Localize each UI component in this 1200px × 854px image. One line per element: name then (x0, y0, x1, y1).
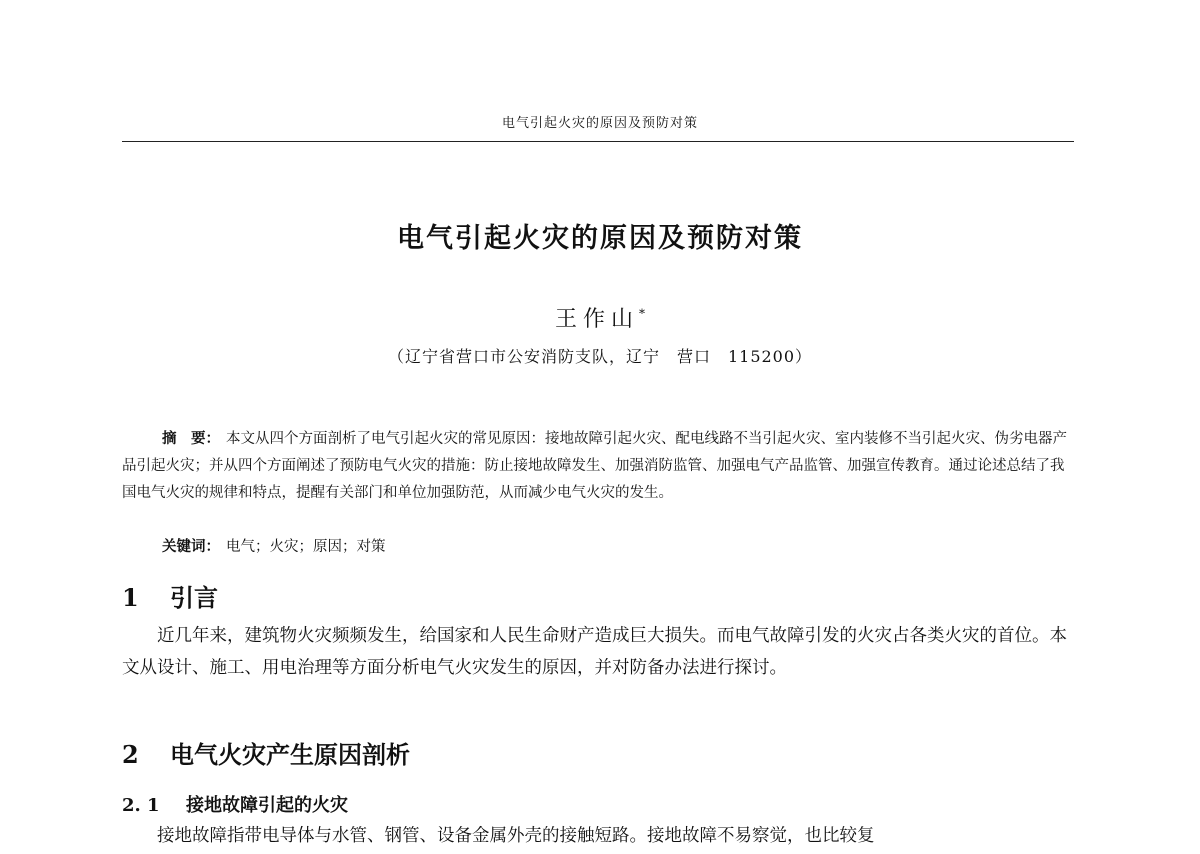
paper-title: 电气引起火灾的原因及预防对策 (397, 223, 803, 254)
keywords (122, 535, 1077, 559)
keywords-label: 关键词： (162, 538, 220, 555)
author (0, 302, 1200, 333)
section-1-paragraph: 近几年来，建筑物火灾频频发生，给国家和人民生命财产造成巨大损失。而电气故障引发的火灾占各类火灾的首位。本文从设计、施工、用电治理等方面分析电气火灾发生的原因，并对防备办法进行探讨。 (122, 626, 1067, 678)
abstract-text: 本文从四个方面剖析了电气引起火灾的常见原因：接地故障引起火灾、配电线路不当引起火灾、室内装修不当引起火灾、伪劣电器产品引起火灾；并从四个方面阐述了预防电气火灾的措施：防止接地故障发生、加强消防监管、加强电气产品监管、加强宣传教育。通过论述总结了我国电气火灾的规律和特点，提醒有关部门和单位加强防范，从而减少电气火灾的发生。 (122, 431, 1067, 501)
section-heading-2 (122, 735, 410, 770)
running-header: 电气引起火灾的原因及预防对策 (501, 116, 698, 131)
subsection-2-1-paragraph: 接地故障指带电导体与水管、钢管、设备金属外壳的接触短路。接地故障不易察觉，也比较复 (157, 826, 875, 846)
section-number: 1 (122, 583, 139, 612)
subsection-number: 2. 1 (122, 795, 160, 816)
keywords-text: 电气；火灾；原因；对策 (226, 539, 386, 555)
author-footnote-mark: * (639, 306, 645, 321)
section-title: 引言 (170, 584, 218, 612)
section-number: 2 (122, 740, 139, 769)
abstract-label: 摘 要： (162, 430, 220, 447)
subsection-heading-2-1 (122, 791, 348, 817)
section-heading-1 (122, 578, 218, 613)
author-name: 王作山 (554, 307, 639, 332)
affiliation: （辽宁省营口市公安消防支队，辽宁 营口 115200） (387, 347, 813, 366)
section-title: 电气火灾产生原因剖析 (170, 741, 410, 769)
subsection-title: 接地故障引起的火灾 (186, 795, 348, 816)
abstract (122, 425, 1077, 507)
header-rule (122, 141, 1074, 142)
